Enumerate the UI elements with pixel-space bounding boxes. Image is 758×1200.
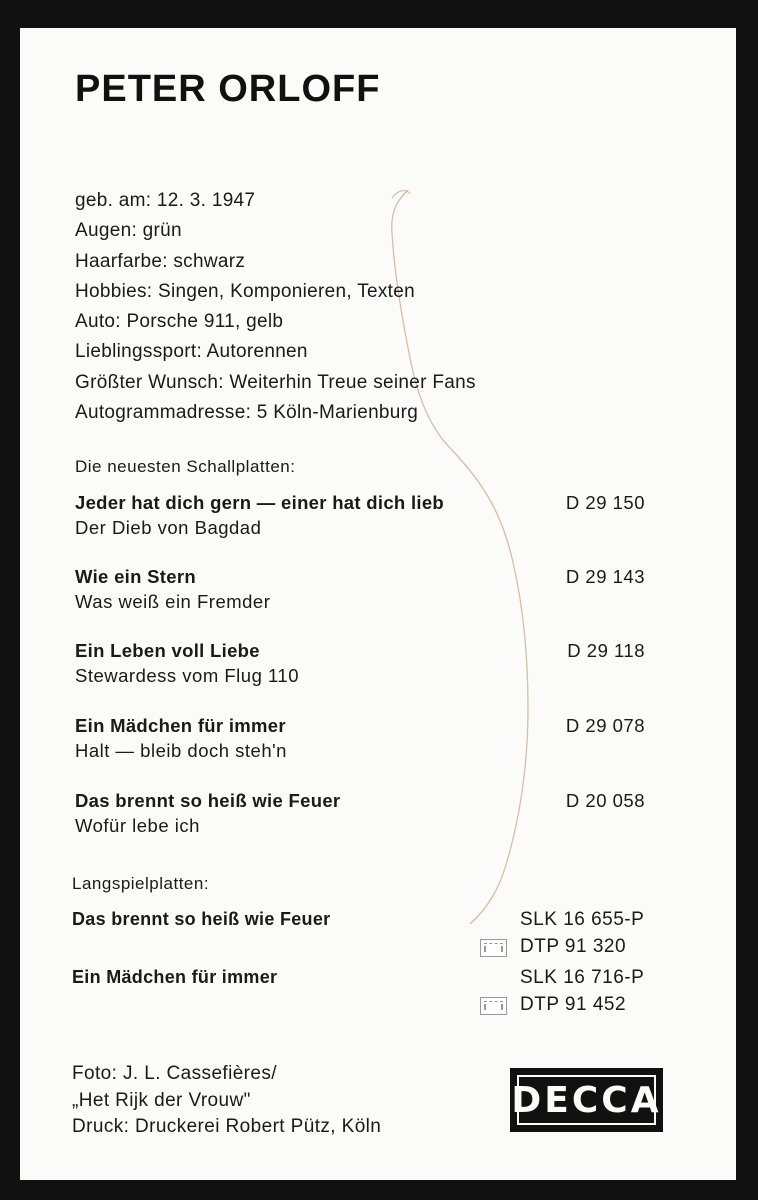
cassette-icon	[480, 997, 507, 1015]
single-title: Das brennt so heiß wie Feuer	[75, 790, 341, 811]
single-catalog-number: D 20 058	[565, 790, 645, 811]
lp-catalog-number: SLK 16 716-P	[520, 967, 645, 988]
lp-catalog-numbers	[520, 964, 644, 1018]
fact-address: Autogrammadresse: 5 Köln-Marienburg	[75, 402, 419, 424]
singles-heading: Die neuesten Schallplatten:	[75, 457, 296, 476]
artist-name: PETER ORLOFF	[75, 68, 381, 110]
single-record	[75, 788, 655, 838]
lp-catalog-numbers	[520, 906, 644, 960]
single-b-side: Was weiß ein Fremder	[75, 591, 271, 612]
single-b-side: Wofür lebe ich	[75, 815, 200, 836]
single-title: Ein Leben voll Liebe	[75, 640, 260, 661]
cassette-catalog-number: DTP 91 320	[520, 936, 627, 957]
single-record	[75, 713, 655, 763]
single-catalog-number: D 29 078	[565, 715, 645, 736]
lp-title: Ein Mädchen für immer	[72, 967, 278, 987]
single-catalog-number: D 29 150	[565, 492, 645, 513]
single-title: Wie ein Stern	[75, 566, 196, 587]
fact-hair: Haarfarbe: schwarz	[75, 250, 246, 272]
lp-catalog-number: SLK 16 655-P	[520, 909, 645, 930]
fact-wish: Größter Wunsch: Weiterhin Treue seiner Fans	[75, 371, 476, 393]
credits	[72, 1061, 381, 1141]
print-credit: Druck: Druckerei Robert Pütz, Köln	[72, 1116, 382, 1137]
single-record	[75, 564, 655, 614]
single-b-side: Halt — bleib doch steh'n	[75, 740, 287, 761]
single-title: Jeder hat dich gern — einer hat dich lieb	[75, 492, 445, 513]
fact-eyes: Augen: grün	[75, 220, 182, 242]
cassette-catalog-number: DTP 91 452	[520, 994, 627, 1015]
photo-credit: Foto: J. L. Cassefières/	[72, 1063, 277, 1084]
fact-hobbies: Hobbies: Singen, Komponieren, Texten	[75, 280, 415, 302]
lp-record	[72, 906, 672, 957]
lp-title: Das brennt so heiß wie Feuer	[72, 909, 331, 929]
publication-credit: „Het Rijk der Vrouw"	[72, 1089, 251, 1111]
single-record	[75, 638, 655, 688]
single-title: Ein Mädchen für immer	[75, 715, 286, 736]
facts-list	[75, 186, 476, 428]
single-b-side: Stewardess vom Flug 110	[75, 665, 300, 686]
autograph-card	[20, 28, 736, 1180]
lp-record	[72, 964, 672, 1015]
decca-logo	[510, 1068, 663, 1132]
lps-heading: Langspielplatten:	[72, 874, 210, 893]
cassette-icon	[480, 939, 507, 957]
single-b-side: Der Dieb von Bagdad	[75, 517, 262, 538]
fact-birthdate: geb. am: 12. 3. 1947	[75, 190, 256, 211]
fact-car: Auto: Porsche 911, gelb	[75, 311, 284, 333]
logo-text: DECCA	[517, 1075, 656, 1125]
fact-sport: Lieblingssport: Autorennen	[75, 341, 308, 363]
single-catalog-number: D 29 143	[565, 566, 645, 587]
single-catalog-number: D 29 118	[567, 640, 645, 661]
single-record	[75, 490, 655, 540]
